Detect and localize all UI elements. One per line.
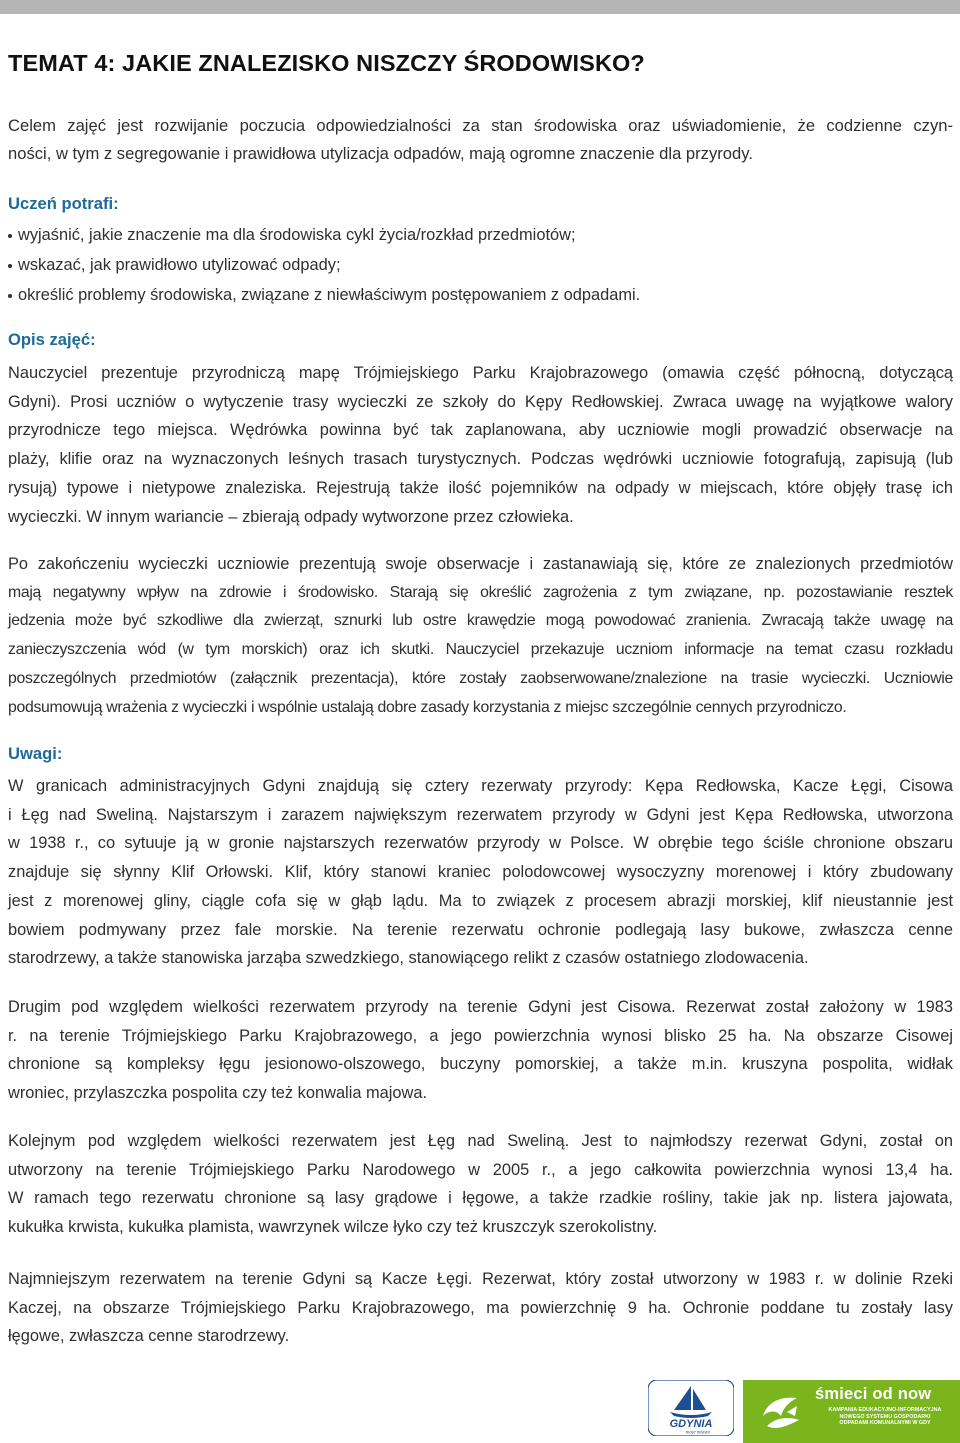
description-paragraph: Nauczyciel prezentuje przyrodniczą mapę Trójmiejskiego Parku Krajobrazowego (omawia część północną, dotyczącą Gdyni). Prosi uczniów o wytyczenie trasy wycieczki ze szkoły do Kępy Redłowskiej. Zwraca uwagę na wyjątkowe walory przyrodnicze tego miejsca. Wędrówka powinna być tak zaplanowana, aby uczniowie mogli prowadzić obserwacje na plaży, klifie oraz na wyznaczonych leśnych trasach turystycznych. Podczas wędrówki uczniowie fotografują, zapisują (lub rysują) typowe i nietypowe znaleziska. Rejestrują także ilość pojemników na odpady w miejscach, które objęły trasę ich wycieczki. W innym wariancie – zbierają odpady wytworzone przez człowieka. bbox=[8, 364, 953, 526]
after-trip-paragraph: Po zakończeniu wycieczki uczniowie prezentują swoje obserwacje i zastanawiają się, które ze znalezionych przedmiotów mają negatywny wpływ na zdrowie i środowisko. Starają się określić zagrożenia z tym związane, np. pozostawianie resztek jedzenia może być szkodliwe dla zwierząt, sznurki lub ostre krawędzie mogą powodować zranienia. Zwracają także uwagę na zanieczyszczenia wód (w tym morskich) oraz ich skutki. Nauczyciel przekazuje uczniom informacje na temat czasu rozkładu poszczególnych przedmiotów (załącznik prezentacja), które zostały zaobserwowane/znalezione na trasie wycieczki. Uczniowie podsumowują wrażenia z wycieczki i wspólnie ustalają dobre zasady korzystania z miejsc szczególnie cennych przyrodniczo. bbox=[8, 555, 953, 716]
campaign-subtitle: KAMPANIA EDUKACYJNO-INFORMACYJNA NOWEGO SYSTEMU GOSPODARKI ODPADAMI KOMUNALNYMI W GDY bbox=[828, 1407, 942, 1427]
kacze-paragraph: Najmniejszym rezerwatem na terenie Gdyni są Kacze Łęgi. Rezerwat, który został utworzony w 1983 r. w dolinie Rzeki Kaczej, na obszarze Trójmiejskiego Parku Krajobrazowego, ma powierzchnię 9 ha. Ochronie poddane tu zostały lasy łęgowe, zwłaszcza cenne starodrzewy. bbox=[8, 1270, 953, 1346]
top-gray-bar bbox=[0, 0, 960, 14]
description-heading: Opis zajęć: bbox=[8, 330, 96, 349]
svg-text:GDYNIA: GDYNIA bbox=[669, 1418, 713, 1430]
page-title: TEMAT 4: JAKIE ZNALEZISKO NISZCZY ŚRODOWISKO? bbox=[8, 50, 645, 76]
list-item: określić problemy środowiska, związane z niewłaściwym postępowaniem z odpadami. bbox=[8, 280, 640, 310]
skills-heading: Uczeń potrafi: bbox=[8, 194, 119, 213]
svg-text:moje miasto: moje miasto bbox=[685, 1430, 711, 1436]
list-item: wyjaśnić, jakie znaczenie ma dla środowiska cykl życia/rozkład przedmiotów; bbox=[8, 220, 640, 250]
cisowa-paragraph: Drugim pod względem wielkości rezerwatem przyrody na terenie Gdyni jest Cisowa. Rezerwat został założony w 1983 r. na terenie Trójmiejskiego Parku Krajobrazowego, a jego powierzchnia wynosi blisko 25 ha. Na obszarze Cisowej chronione są kompleksy łęgu jesionowo-olszowego, buczyny pomorskiej, a także m.in. kruszyna pospolita, widłak wroniec, przylaszczka pospolita czy też konwalia majowa. bbox=[8, 998, 953, 1103]
leg-paragraph: Kolejnym pod względem wielkości rezerwatem jest Łęg nad Sweliną. Jest to najmłodszy rezerwat Gdyni, został on utworzony na terenie Trójmiejskiego Parku Narodowego w 2005 r., a jego całkowita powierzchnia wynosi 13,4 ha. W ramach tego rezerwatu chronione są lasy grądowe i łęgowe, a także rzadkie rośliny, takie jak np. listera jajowata, kukułka krwista, kukułka plamista, wawrzynek wilcze łyko czy też kruszczyk szerokolistny. bbox=[8, 1132, 953, 1237]
notes-heading: Uwagi: bbox=[8, 744, 63, 763]
intro-paragraph: Celem zajęć jest rozwijanie poczucia odpowiedzialności za stan środowiska oraz uświadomienie, że codzienne czyn- ności, w tym z segregowanie i prawidłowa utylizacja odpadów, mają ogromne znaczenie dla przyrody. bbox=[8, 116, 953, 163]
campaign-footer bbox=[743, 1380, 960, 1443]
skills-list bbox=[8, 220, 640, 310]
list-item: wskazać, jak prawidłowo utylizować odpady; bbox=[8, 250, 640, 280]
notes-paragraph: W granicach administracyjnych Gdyni znajdują się cztery rezerwaty przyrody: Kępa Redłowska, Kacze Łęgi, Cisowa i Łęg nad Sweliną. Najstarszym i zarazem największym rezerwatem przyrody w Gdyni jest Kępa Redłowska, utworzona w 1938 r., co sytuuje ją w gronie najstarszych rezerwatów przyrody w Polsce. W obrębie tego ściśle chronione obszaru znajduje się słynny Klif Orłowski. Klif, który stanowi kraniec polodowcowej wysoczyzny morenowej i który zbudowany jest z morenowej gliny, ciągle cofa się w głąb lądu. Ma to związek z procesem abrazji morskiej, klif nieustannie jest bowiem podmywany przez fale morskie. Na terenie rezerwatu ochronie podlegają lasy bukowe, zwłaszcza cenne starodrzewy, a także stanowiska jarząba szwedzkiego, stanowiącego relikt z czasów ostatniego zlodowacenia. bbox=[8, 777, 953, 968]
gdynia-logo bbox=[648, 1380, 734, 1436]
campaign-brand: śmieci od now bbox=[815, 1385, 932, 1403]
leaf-arrows-icon bbox=[757, 1386, 805, 1434]
